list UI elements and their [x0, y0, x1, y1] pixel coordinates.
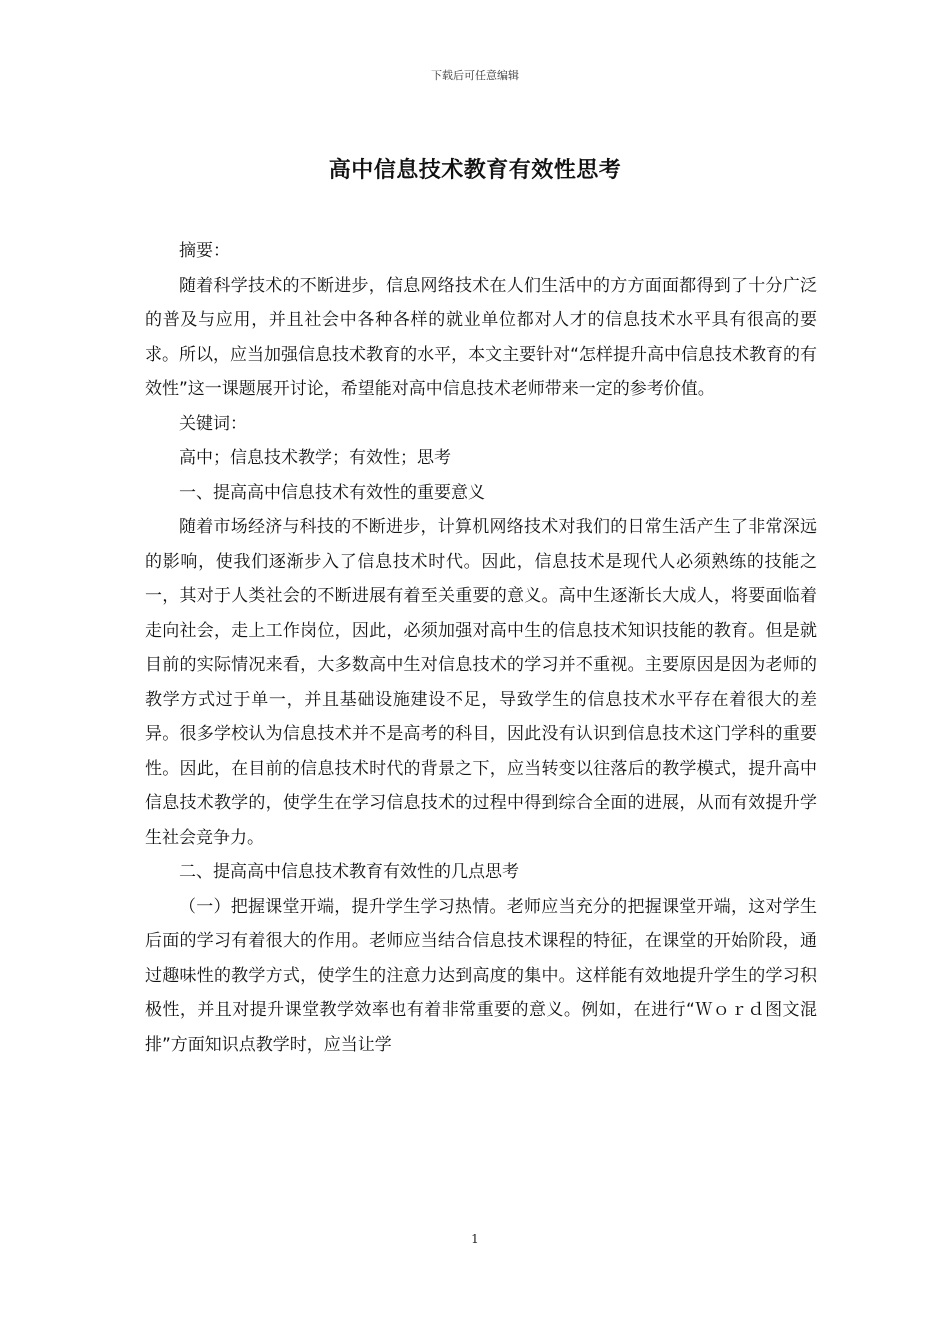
section1-paragraph: 随着市场经济与科技的不断进步，计算机网络技术对我们的日常生活产生了非常深远的影响，使我们逐渐步入了信息技术时代。因此，信息技术是现代人必须熟练的技能之一，其对于人类社会的不断进展有着至关重要的意义。高中生逐渐长大成人，将要面临着走向社会，走上工作岗位，因此，必须加强对高中生的信息技术知识技能的教育。但是就目前的实际情况来看，大多数高中生对信息技术的学习并不重视。主要原因是因为老师的教学方式过于单一，并且基础设施建设不足，导致学生的信息技术水平存在着很大的差异。很多学校认为信息技术并不是高考的科目，因此没有认识到信息技术这门学科的重要性。因此，在目前的信息技术时代的背景之下，应当转变以往落后的教学模式，提升高中信息技术教学的，使学生在学习信息技术的过程中得到综合全面的进展，从而有效提升学生社会竞争力。 — [145, 517, 817, 848]
document-title: 高中信息技术教育有效性思考 — [328, 158, 622, 183]
page-number: 1 — [471, 1232, 479, 1246]
abstract-label: 摘要： — [179, 241, 230, 261]
header-note: 下载后可任意编辑 — [431, 69, 519, 82]
section2-paragraph: （一）把握课堂开端，提升学生学习热情。老师应当充分的把握课堂开端，这对学生后面的学习有着很大的作用。老师应当结合信息技术课程的特征，在课堂的开始阶段，通过趣味性的教学方式，使学生的注意力达到高度的集中。这样能有效地提升学生的学习积极性，并且对提升课堂教学效率也有着非常重要的意义。例如，在进行“Ｗｏｒｄ图文混排”方面知识点教学时，应当让学 — [145, 896, 817, 1055]
document-body — [145, 234, 817, 1062]
keywords-text: 高中；信息技术教学；有效性；思考 — [179, 448, 451, 468]
keywords-label: 关键词： — [179, 413, 247, 434]
section2-heading: 二、提高高中信息技术教育有效性的几点思考 — [179, 862, 519, 882]
abstract-paragraph: 随着科学技术的不断进步，信息网络技术在人们生活中的方方面面都得到了十分广泛的普及与应用，并且社会中各种各样的就业单位都对人才的信息技术水平具有很高的要求。所以，应当加强信息技术教育的水平，本文主要针对“怎样提升高中信息技术教育的有效性”这一课题展开讨论，希望能对高中信息技术老师带来一定的参考价值。 — [145, 275, 817, 399]
section1-heading: 一、提高高中信息技术有效性的重要意义 — [179, 482, 485, 503]
